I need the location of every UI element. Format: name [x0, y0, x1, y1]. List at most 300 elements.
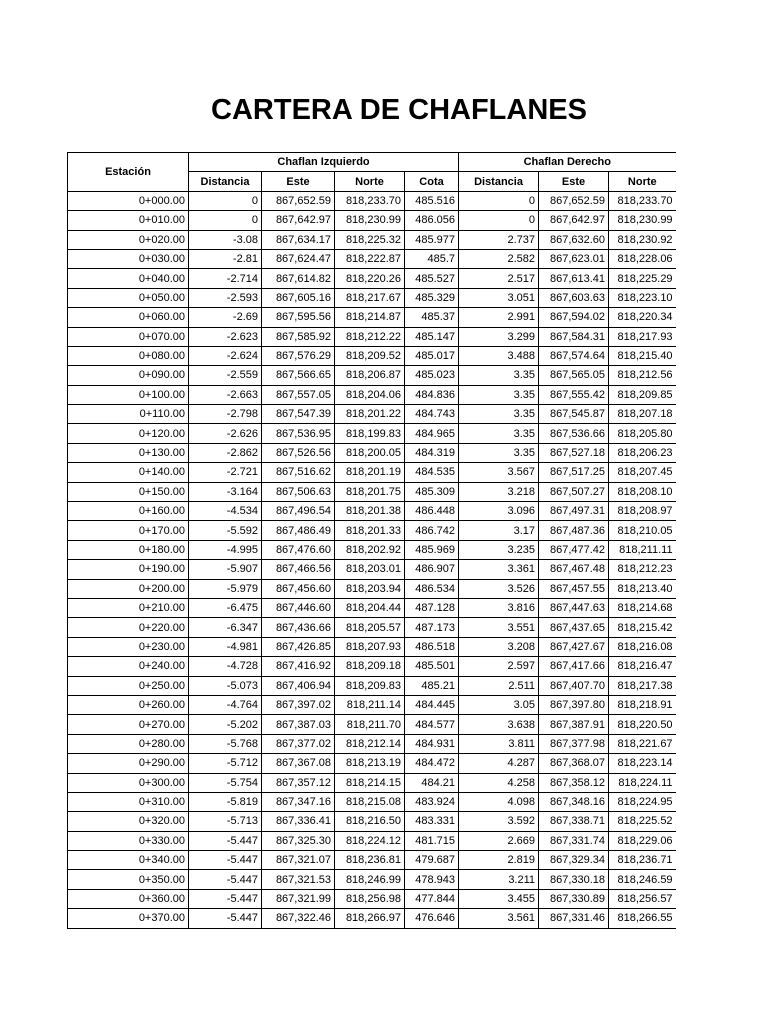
cell-right-este: 867,427.67: [539, 637, 609, 656]
cell-left-cota: 483.331: [405, 812, 459, 831]
cell-right-este: 867,517.25: [539, 463, 609, 482]
cell-left-distancia: -5.447: [189, 831, 262, 850]
cell-left-cota: 478.943: [405, 870, 459, 889]
cell-left-norte: 818,212.14: [335, 734, 405, 753]
cell-estacion: 0+300.00: [68, 773, 189, 792]
cell-right-norte: 818,224.95: [609, 792, 676, 811]
cell-right-distancia: 2.597: [459, 657, 539, 676]
cell-left-norte: 818,203.01: [335, 560, 405, 579]
cell-right-este: 867,457.55: [539, 579, 609, 598]
cell-left-este: 867,624.47: [262, 249, 335, 268]
table-row: [68, 637, 676, 656]
cell-estacion: 0+310.00: [68, 792, 189, 811]
header-left-distancia: Distancia: [189, 172, 262, 191]
cell-left-distancia: -5.592: [189, 521, 262, 540]
cell-left-distancia: 0: [189, 211, 262, 230]
cell-left-norte: 818,217.67: [335, 288, 405, 307]
cell-right-distancia: 2.737: [459, 230, 539, 249]
cell-left-este: 867,406.94: [262, 676, 335, 695]
cell-left-este: 867,387.03: [262, 715, 335, 734]
cell-left-norte: 818,201.75: [335, 482, 405, 501]
table-row: [68, 560, 676, 579]
cell-left-este: 867,557.05: [262, 385, 335, 404]
cell-estacion: 0+050.00: [68, 288, 189, 307]
cell-right-este: 867,338.71: [539, 812, 609, 831]
cell-estacion: 0+190.00: [68, 560, 189, 579]
cell-right-distancia: 3.567: [459, 463, 539, 482]
cell-left-norte: 818,266.97: [335, 909, 405, 928]
header-right-distancia: Distancia: [459, 172, 539, 191]
cell-left-norte: 818,211.14: [335, 695, 405, 714]
cell-left-norte: 818,204.06: [335, 385, 405, 404]
cell-left-distancia: -3.08: [189, 230, 262, 249]
cell-right-este: 867,437.65: [539, 618, 609, 637]
cell-left-este: 867,321.99: [262, 889, 335, 908]
cell-left-distancia: -2.714: [189, 269, 262, 288]
cell-left-cota: 486.742: [405, 521, 459, 540]
cell-right-distancia: 3.17: [459, 521, 539, 540]
cell-left-norte: 818,211.70: [335, 715, 405, 734]
cell-right-norte: 818,210.05: [609, 521, 676, 540]
cell-right-distancia: 3.488: [459, 346, 539, 365]
cell-left-norte: 818,222.87: [335, 249, 405, 268]
cell-left-cota: 476.646: [405, 909, 459, 928]
cell-right-este: 867,574.64: [539, 346, 609, 365]
cell-left-este: 867,466.56: [262, 560, 335, 579]
table-row: [68, 851, 676, 870]
header-chaflan-derecho: Chaflan Derecho: [459, 153, 676, 172]
cell-left-norte: 818,201.19: [335, 463, 405, 482]
cell-right-distancia: 2.991: [459, 308, 539, 327]
cell-right-distancia: 0: [459, 211, 539, 230]
page-title: CARTERA DE CHAFLANES: [211, 94, 587, 126]
cell-right-norte: 818,208.10: [609, 482, 676, 501]
cell-left-distancia: -2.69: [189, 308, 262, 327]
cell-left-cota: 485.969: [405, 540, 459, 559]
cell-left-cota: 486.907: [405, 560, 459, 579]
table-row: [68, 366, 676, 385]
cell-estacion: 0+290.00: [68, 754, 189, 773]
cell-right-este: 867,417.66: [539, 657, 609, 676]
cell-right-distancia: 2.511: [459, 676, 539, 695]
cell-estacion: 0+150.00: [68, 482, 189, 501]
cell-right-este: 867,407.70: [539, 676, 609, 695]
cell-left-norte: 818,224.12: [335, 831, 405, 850]
cell-left-norte: 818,233.70: [335, 191, 405, 210]
cell-left-este: 867,576.29: [262, 346, 335, 365]
table-row: [68, 812, 676, 831]
cell-left-distancia: 0: [189, 191, 262, 210]
cell-right-norte: 818,212.56: [609, 366, 676, 385]
cell-left-norte: 818,209.52: [335, 346, 405, 365]
cell-right-distancia: 2.582: [459, 249, 539, 268]
table-row: [68, 540, 676, 559]
cell-left-cota: 486.448: [405, 502, 459, 521]
cell-right-norte: 818,246.59: [609, 870, 676, 889]
cell-left-norte: 818,201.22: [335, 405, 405, 424]
table-row: [68, 695, 676, 714]
table-row: [68, 889, 676, 908]
cell-right-distancia: 3.35: [459, 385, 539, 404]
cell-left-cota: 485.023: [405, 366, 459, 385]
cell-right-distancia: 3.05: [459, 695, 539, 714]
cell-right-este: 867,527.18: [539, 443, 609, 462]
cell-left-cota: 485.527: [405, 269, 459, 288]
cell-right-distancia: 3.218: [459, 482, 539, 501]
cell-left-norte: 818,204.44: [335, 598, 405, 617]
cell-left-norte: 818,220.26: [335, 269, 405, 288]
cell-left-cota: 484.319: [405, 443, 459, 462]
cell-left-este: 867,642.97: [262, 211, 335, 230]
table-row: [68, 831, 676, 850]
table-row: [68, 288, 676, 307]
cell-estacion: 0+360.00: [68, 889, 189, 908]
table-row: [68, 482, 676, 501]
cell-estacion: 0+250.00: [68, 676, 189, 695]
cell-right-distancia: 3.35: [459, 405, 539, 424]
cell-left-distancia: -4.995: [189, 540, 262, 559]
cell-left-norte: 818,207.93: [335, 637, 405, 656]
cell-right-este: 867,613.41: [539, 269, 609, 288]
cell-right-este: 867,594.02: [539, 308, 609, 327]
table-row: [68, 405, 676, 424]
cell-right-este: 867,632.60: [539, 230, 609, 249]
cell-right-norte: 818,233.70: [609, 191, 676, 210]
cell-estacion: 0+240.00: [68, 657, 189, 676]
cell-left-este: 867,321.53: [262, 870, 335, 889]
cell-right-norte: 818,236.71: [609, 851, 676, 870]
cell-right-este: 867,377.98: [539, 734, 609, 753]
table-row: [68, 598, 676, 617]
cell-left-cota: 485.501: [405, 657, 459, 676]
cell-left-distancia: -4.981: [189, 637, 262, 656]
cell-left-norte: 818,201.33: [335, 521, 405, 540]
cell-right-este: 867,565.05: [539, 366, 609, 385]
cell-left-norte: 818,199.83: [335, 424, 405, 443]
cell-left-cota: 484.577: [405, 715, 459, 734]
cell-right-norte: 818,220.34: [609, 308, 676, 327]
cell-left-distancia: -6.347: [189, 618, 262, 637]
cell-right-distancia: 3.592: [459, 812, 539, 831]
table-row: [68, 792, 676, 811]
cell-left-norte: 818,203.94: [335, 579, 405, 598]
cell-right-este: 867,584.31: [539, 327, 609, 346]
header-left-cota: Cota: [405, 172, 459, 191]
cell-right-norte: 818,213.40: [609, 579, 676, 598]
cell-estacion: 0+280.00: [68, 734, 189, 753]
header-left-este: Este: [262, 172, 335, 191]
cell-left-este: 867,322.46: [262, 909, 335, 928]
cell-right-distancia: 3.096: [459, 502, 539, 521]
cell-estacion: 0+170.00: [68, 521, 189, 540]
cell-right-distancia: 3.526: [459, 579, 539, 598]
cell-left-este: 867,446.60: [262, 598, 335, 617]
table-row: [68, 676, 676, 695]
cell-right-este: 867,387.91: [539, 715, 609, 734]
cell-left-este: 867,585.92: [262, 327, 335, 346]
cell-right-distancia: 4.287: [459, 754, 539, 773]
cell-left-distancia: -2.593: [189, 288, 262, 307]
cell-left-norte: 818,201.38: [335, 502, 405, 521]
table-row: [68, 521, 676, 540]
cell-right-este: 867,331.74: [539, 831, 609, 850]
cell-left-este: 867,321.07: [262, 851, 335, 870]
cell-right-este: 867,555.42: [539, 385, 609, 404]
cell-estacion: 0+110.00: [68, 405, 189, 424]
cell-left-cota: 486.518: [405, 637, 459, 656]
table-row: [68, 754, 676, 773]
table-row: [68, 443, 676, 462]
table-row: [68, 269, 676, 288]
cell-estacion: 0+320.00: [68, 812, 189, 831]
cell-right-norte: 818,205.80: [609, 424, 676, 443]
cell-right-norte: 818,207.45: [609, 463, 676, 482]
cell-right-norte: 818,223.10: [609, 288, 676, 307]
cell-right-este: 867,642.97: [539, 211, 609, 230]
cell-right-distancia: 3.35: [459, 424, 539, 443]
cell-left-distancia: -2.81: [189, 249, 262, 268]
cell-left-este: 867,367.08: [262, 754, 335, 773]
cell-right-distancia: 3.211: [459, 870, 539, 889]
cell-right-este: 867,348.16: [539, 792, 609, 811]
cell-left-cota: 485.516: [405, 191, 459, 210]
cell-left-este: 867,336.41: [262, 812, 335, 831]
cell-estacion: 0+080.00: [68, 346, 189, 365]
table-row: [68, 502, 676, 521]
cell-right-norte: 818,228.06: [609, 249, 676, 268]
cell-estacion: 0+370.00: [68, 909, 189, 928]
header-estacion: Estación: [68, 153, 189, 192]
cell-left-distancia: -4.728: [189, 657, 262, 676]
cell-left-este: 867,397.02: [262, 695, 335, 714]
table-row: [68, 618, 676, 637]
cell-right-distancia: 3.35: [459, 366, 539, 385]
cell-estacion: 0+220.00: [68, 618, 189, 637]
cell-left-norte: 818,206.87: [335, 366, 405, 385]
cell-left-distancia: -3.164: [189, 482, 262, 501]
cell-right-distancia: 3.551: [459, 618, 539, 637]
cell-right-este: 867,330.89: [539, 889, 609, 908]
cell-left-norte: 818,225.32: [335, 230, 405, 249]
cell-right-distancia: 3.638: [459, 715, 539, 734]
cell-right-norte: 818,256.57: [609, 889, 676, 908]
cell-estacion: 0+130.00: [68, 443, 189, 462]
cell-left-este: 867,416.92: [262, 657, 335, 676]
cell-estacion: 0+070.00: [68, 327, 189, 346]
cell-left-este: 867,526.56: [262, 443, 335, 462]
cell-left-cota: 485.977: [405, 230, 459, 249]
cell-estacion: 0+230.00: [68, 637, 189, 656]
cell-right-distancia: 0: [459, 191, 539, 210]
cell-left-distancia: -4.534: [189, 502, 262, 521]
cell-left-cota: 485.37: [405, 308, 459, 327]
cell-right-este: 867,358.12: [539, 773, 609, 792]
cell-right-norte: 818,223.14: [609, 754, 676, 773]
cell-left-distancia: -2.559: [189, 366, 262, 385]
cell-right-norte: 818,218.91: [609, 695, 676, 714]
cell-left-distancia: -5.073: [189, 676, 262, 695]
cell-right-este: 867,447.63: [539, 598, 609, 617]
table-row: [68, 211, 676, 230]
cell-right-norte: 818,209.85: [609, 385, 676, 404]
cell-left-cota: 487.173: [405, 618, 459, 637]
cell-right-distancia: 2.819: [459, 851, 539, 870]
cell-estacion: 0+100.00: [68, 385, 189, 404]
cell-right-distancia: 4.258: [459, 773, 539, 792]
cell-left-distancia: -5.907: [189, 560, 262, 579]
cell-right-norte: 818,206.23: [609, 443, 676, 462]
cell-left-este: 867,357.12: [262, 773, 335, 792]
cell-left-cota: 484.836: [405, 385, 459, 404]
cell-right-este: 867,507.27: [539, 482, 609, 501]
cell-left-distancia: -2.721: [189, 463, 262, 482]
cell-left-cota: 484.535: [405, 463, 459, 482]
cell-left-este: 867,456.60: [262, 579, 335, 598]
cell-left-este: 867,566.65: [262, 366, 335, 385]
cell-left-cota: 484.472: [405, 754, 459, 773]
cell-left-este: 867,595.56: [262, 308, 335, 327]
cell-left-cota: 485.329: [405, 288, 459, 307]
cell-left-este: 867,377.02: [262, 734, 335, 753]
cell-left-cota: 486.056: [405, 211, 459, 230]
cell-left-distancia: -5.447: [189, 909, 262, 928]
cell-left-cota: 485.147: [405, 327, 459, 346]
cell-right-norte: 818,217.38: [609, 676, 676, 695]
cell-right-este: 867,329.34: [539, 851, 609, 870]
cell-estacion: 0+160.00: [68, 502, 189, 521]
cell-right-norte: 818,215.42: [609, 618, 676, 637]
cell-left-distancia: -5.819: [189, 792, 262, 811]
cell-left-distancia: -5.447: [189, 851, 262, 870]
cell-right-este: 867,603.63: [539, 288, 609, 307]
cell-left-este: 867,634.17: [262, 230, 335, 249]
cell-estacion: 0+020.00: [68, 230, 189, 249]
cell-estacion: 0+200.00: [68, 579, 189, 598]
cell-right-este: 867,331.46: [539, 909, 609, 928]
cell-right-distancia: 2.669: [459, 831, 539, 850]
cell-right-norte: 818,217.93: [609, 327, 676, 346]
cell-left-este: 867,614.82: [262, 269, 335, 288]
cell-left-distancia: -5.713: [189, 812, 262, 831]
cell-right-este: 867,536.66: [539, 424, 609, 443]
cell-left-cota: 485.7: [405, 249, 459, 268]
cell-right-este: 867,467.48: [539, 560, 609, 579]
cell-right-este: 867,623.01: [539, 249, 609, 268]
cell-left-distancia: -5.202: [189, 715, 262, 734]
table-row: [68, 773, 676, 792]
cell-left-este: 867,496.54: [262, 502, 335, 521]
cell-left-cota: 477.844: [405, 889, 459, 908]
cell-right-norte: 818,216.08: [609, 637, 676, 656]
cell-right-distancia: 3.35: [459, 443, 539, 462]
cell-right-norte: 818,214.68: [609, 598, 676, 617]
header-chaflan-izquierdo: Chaflan Izquierdo: [189, 153, 459, 172]
cell-estacion: 0+340.00: [68, 851, 189, 870]
cell-right-este: 867,330.18: [539, 870, 609, 889]
cell-left-cota: 486.534: [405, 579, 459, 598]
cell-left-este: 867,476.60: [262, 540, 335, 559]
cell-left-cota: 479.687: [405, 851, 459, 870]
cell-left-norte: 818,215.08: [335, 792, 405, 811]
cell-right-norte: 818,230.99: [609, 211, 676, 230]
cell-left-distancia: -2.798: [189, 405, 262, 424]
cell-left-cota: 485.017: [405, 346, 459, 365]
cell-right-norte: 818,221.67: [609, 734, 676, 753]
cell-estacion: 0+140.00: [68, 463, 189, 482]
cell-right-distancia: 4.098: [459, 792, 539, 811]
cell-right-norte: 818,215.40: [609, 346, 676, 365]
cell-left-cota: 484.965: [405, 424, 459, 443]
cell-left-norte: 818,209.83: [335, 676, 405, 695]
cell-left-norte: 818,236.81: [335, 851, 405, 870]
cell-left-cota: 485.21: [405, 676, 459, 695]
cell-estacion: 0+060.00: [68, 308, 189, 327]
cell-right-distancia: 3.235: [459, 540, 539, 559]
cell-right-norte: 818,225.52: [609, 812, 676, 831]
table-row: [68, 308, 676, 327]
cell-right-este: 867,545.87: [539, 405, 609, 424]
cell-right-distancia: 3.208: [459, 637, 539, 656]
cell-left-norte: 818,212.22: [335, 327, 405, 346]
cell-right-este: 867,487.36: [539, 521, 609, 540]
cell-left-distancia: -2.624: [189, 346, 262, 365]
cell-right-este: 867,497.31: [539, 502, 609, 521]
header-left-norte: Norte: [335, 172, 405, 191]
table-row: [68, 909, 676, 928]
cell-right-norte: 818,230.92: [609, 230, 676, 249]
cell-left-este: 867,436.66: [262, 618, 335, 637]
cell-left-norte: 818,213.19: [335, 754, 405, 773]
header-right-norte: Norte: [609, 172, 676, 191]
cell-left-este: 867,347.16: [262, 792, 335, 811]
cell-estacion: 0+260.00: [68, 695, 189, 714]
cell-left-norte: 818,256.98: [335, 889, 405, 908]
cell-estacion: 0+120.00: [68, 424, 189, 443]
cell-right-este: 867,477.42: [539, 540, 609, 559]
cell-estacion: 0+000.00: [68, 191, 189, 210]
cell-left-este: 867,536.95: [262, 424, 335, 443]
chaflanes-table: [67, 152, 676, 929]
cell-left-distancia: -2.663: [189, 385, 262, 404]
cell-left-cota: 481.715: [405, 831, 459, 850]
cell-estacion: 0+350.00: [68, 870, 189, 889]
chaflanes-sheet: [67, 152, 768, 929]
cell-estacion: 0+090.00: [68, 366, 189, 385]
table-row: [68, 657, 676, 676]
cell-left-cota: 484.743: [405, 405, 459, 424]
cell-left-distancia: -5.979: [189, 579, 262, 598]
cell-left-distancia: -6.475: [189, 598, 262, 617]
cell-left-cota: 484.445: [405, 695, 459, 714]
cell-right-distancia: 3.561: [459, 909, 539, 928]
table-row: [68, 385, 676, 404]
cell-left-distancia: -5.447: [189, 889, 262, 908]
cell-left-este: 867,652.59: [262, 191, 335, 210]
cell-left-distancia: -5.447: [189, 870, 262, 889]
cell-left-este: 867,516.62: [262, 463, 335, 482]
cell-right-norte: 818,229.06: [609, 831, 676, 850]
cell-right-distancia: 3.299: [459, 327, 539, 346]
cell-left-este: 867,426.85: [262, 637, 335, 656]
cell-left-norte: 818,202.92: [335, 540, 405, 559]
cell-left-cota: 485.309: [405, 482, 459, 501]
table-row: [68, 734, 676, 753]
cell-right-norte: 818,266.55: [609, 909, 676, 928]
cell-right-norte: 818,216.47: [609, 657, 676, 676]
table-row: [68, 249, 676, 268]
cell-estacion: 0+210.00: [68, 598, 189, 617]
cell-left-este: 867,547.39: [262, 405, 335, 424]
